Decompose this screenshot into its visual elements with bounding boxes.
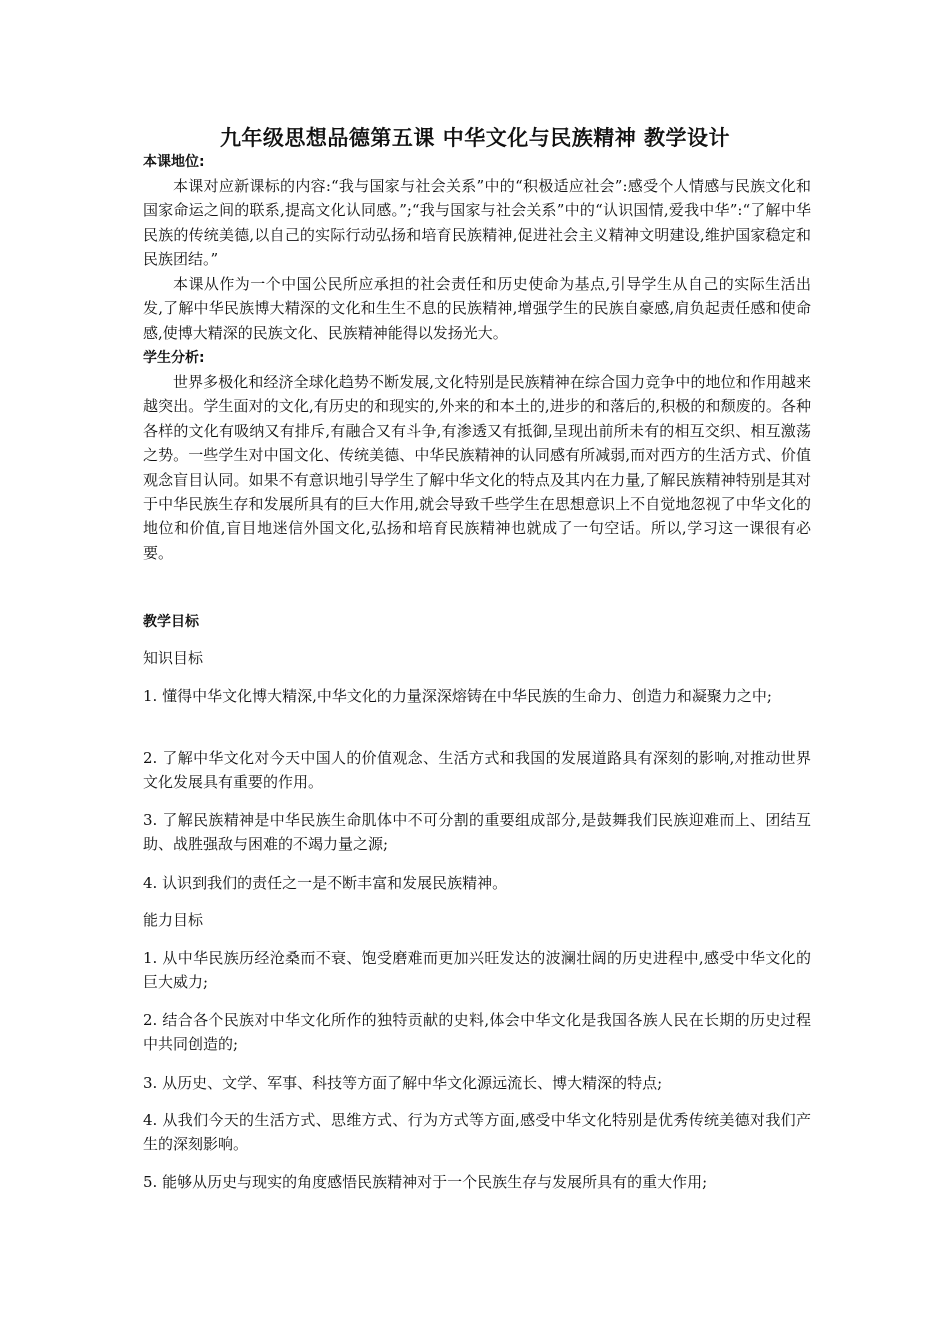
section-heading-goals: 教学目标 [143,614,199,630]
knowledge-goals-label: 知识目标 [143,649,204,667]
ability-goals-label: 能力目标 [143,911,204,929]
section-heading-students: 学生分析: [143,350,205,366]
ability-goal-item: 5. 能够从历史与现实的角度感悟民族精神对于一个民族生存与发展所具有的重大作用; [143,1173,708,1191]
position-paragraph-2: 本课从作为一个中国公民所应承担的社会责任和历史使命为基点,引导学生从自己的实际生活出发,了解中华民族博大精深的文化和生生不息的民族精神,增强学生的民族自豪感,肩负起责任感和使命感,使博大精深的民族文化、民族精神能得以发扬光大。 [143,275,811,342]
ability-goal-item: 4. 从我们今天的生活方式、思维方式、行为方式等方面,感受中华文化特别是优秀传统美德对我们产生的深刻影响。 [143,1111,811,1154]
document-title: 九年级思想品德第五课 中华文化与民族精神 教学设计 [219,126,731,150]
knowledge-goal-item: 3. 了解民族精神是中华民族生命肌体中不可分割的重要组成部分,是鼓舞我们民族迎难而上、团结互助、战胜强敌与困难的不竭力量之源; [143,811,811,854]
knowledge-goal-item: 2. 了解中华文化对今天中国人的价值观念、生活方式和我国的发展道路具有深刻的影响,对推动世界文化发展具有重要的作用。 [143,749,811,792]
section-heading-position: 本课地位: [143,154,205,170]
ability-goal-item: 1. 从中华民族历经沧桑而不衰、饱受磨难而更加兴旺发达的波澜壮阔的历史进程中,感受中华文化的巨大威力; [143,949,811,992]
knowledge-goal-item: 4. 认识到我们的责任之一是不断丰富和发展民族精神。 [143,874,508,892]
position-paragraph-1: 本课对应新课标的内容:“我与国家与社会关系”中的“积极适应社会”:感受个人情感与民族文化和国家命运之间的联系,提高文化认同感。”;“我与国家与社会关系”中的“认识国情,爱我中华”:“了解中华民族的传统美德,以自己的实际行动弘扬和培育民族精神,促进社会主义精神文明建设,维护国家稳定和民族团结。” [143,177,811,269]
students-paragraph: 世界多极化和经济全球化趋势不断发展,文化特别是民族精神在综合国力竞争中的地位和作用越来越突出。学生面对的文化,有历史的和现实的,外来的和本土的,进步的和落后的,积极的和颓废的。各种各样的文化有吸纳又有排斥,有融合又有斗争,有渗透又有抵御,呈现出前所未有的相互交织、相互激荡之势。一些学生对中国文化、传统美德、中华民族精神的认同感有所减弱,而对西方的生活方式、价值观念盲目认同。如果不有意识地引导学生了解中华文化的特点及其内在力量,了解民族精神特别是其对于中华民族生存和发展所具有的巨大作用,就会导致千些学生在思想意识上不自觉地忽视了中华文化的地位和价值,盲目地迷信外国文化,弘扬和培育民族精神也就成了一句空话。所以,学习这一课很有必要。 [143,373,811,562]
knowledge-goal-item: 1. 懂得中华文化博大精深,中华文化的力量深深熔铸在中华民族的生命力、创造力和凝聚力之中; [143,687,772,705]
ability-goal-item: 2. 结合各个民族对中华文化所作的独特贡献的史料,体会中华文化是我国各族人民在长期的历史过程中共同创造的; [143,1011,811,1054]
ability-goal-item: 3. 从历史、文学、军事、科技等方面了解中华文化源远流长、博大精深的特点; [143,1074,663,1092]
